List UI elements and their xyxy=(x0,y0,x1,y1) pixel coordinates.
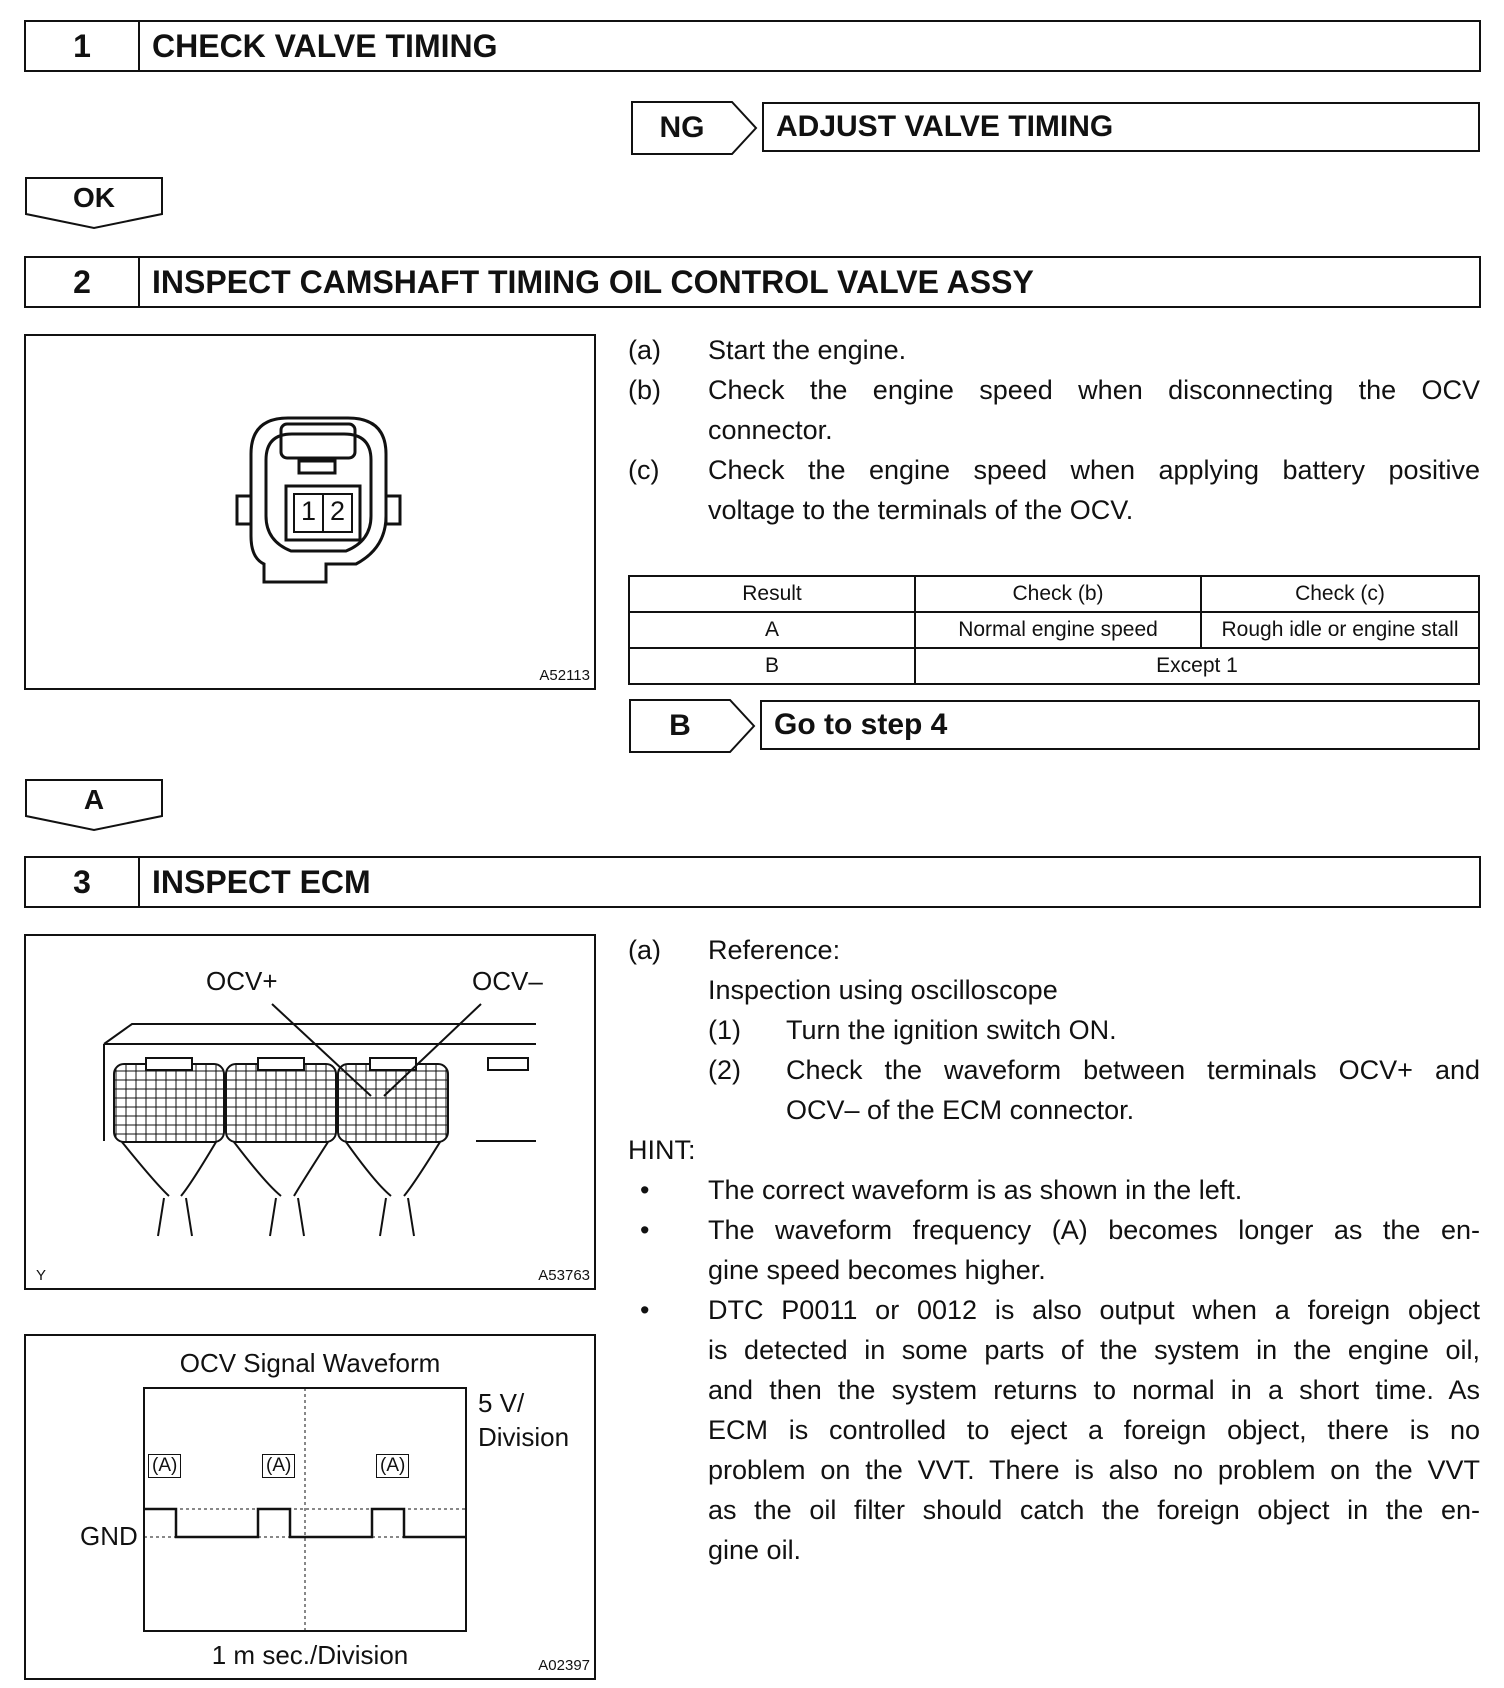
ok-tab-label: OK xyxy=(73,182,115,213)
step-2-header xyxy=(24,256,1481,308)
x-scale-label: 1 m sec./Division xyxy=(211,1640,409,1670)
ocv-connector-figure xyxy=(24,334,596,690)
ecm-connector-figure xyxy=(24,934,596,1290)
table-row xyxy=(629,612,1479,648)
hint-3-line3: and then the system returns to normal in a short time. As xyxy=(708,1375,1480,1405)
hint-label: HINT: xyxy=(628,1135,696,1165)
hint-2-line2: gine speed becomes higher. xyxy=(708,1255,1046,1285)
a-tab-label: A xyxy=(83,784,105,815)
sub-step-1-text: Turn the ignition switch ON. xyxy=(786,1015,1117,1045)
hint-1-line1: The correct waveform is as shown in the left. xyxy=(708,1175,1243,1205)
figure-corner-letter: Y xyxy=(36,1267,47,1284)
reference-subtitle: Inspection using oscilloscope xyxy=(708,975,1058,1005)
b-branch-key: B xyxy=(669,709,691,742)
table-header-row xyxy=(629,576,1479,612)
figure-code: A02397 xyxy=(538,1657,590,1674)
waveform-title: OCV Signal Waveform xyxy=(179,1348,441,1378)
table-row xyxy=(629,648,1479,684)
step-number: 2 xyxy=(26,258,140,306)
result-table xyxy=(628,575,1480,685)
step-3-header xyxy=(24,856,1481,908)
sub-step-2-label: (2) xyxy=(708,1055,741,1085)
instruction-text-c-line1: Check the engine speed when applying battery positive xyxy=(708,455,1480,485)
ng-branch-action: ADJUST VALVE TIMING xyxy=(762,102,1480,152)
ocv-plus-label: OCV+ xyxy=(206,966,278,996)
instruction-text-b-line1: Check the engine speed when disconnecting the OCV xyxy=(708,375,1480,405)
instruction-label-c: (c) xyxy=(628,455,660,485)
ng-branch-key: NG xyxy=(659,111,705,144)
table-cell: Rough idle or engine stall xyxy=(1201,612,1479,648)
table-header-cell: Result xyxy=(629,576,915,612)
instruction-text-a: Start the engine. xyxy=(708,335,907,365)
hint-3-line4: ECM is controlled to eject a foreign object, there is no xyxy=(708,1415,1480,1445)
table-cell: A xyxy=(629,612,915,648)
sub-step-1-label: (1) xyxy=(708,1015,741,1045)
table-header-cell: Check (b) xyxy=(915,576,1201,612)
hint-3-line7: gine oil. xyxy=(708,1535,802,1565)
y-scale-line2: Division xyxy=(478,1422,570,1452)
gnd-label: GND xyxy=(80,1521,138,1551)
hint-3-line2: is detected in some parts of the system in the engine oil, xyxy=(708,1335,1480,1365)
bullet: • xyxy=(640,1215,650,1245)
step-number: 3 xyxy=(26,858,140,906)
sub-step-2-line2: OCV– of the ECM connector. xyxy=(786,1095,1135,1125)
table-header-cell: Check (c) xyxy=(1201,576,1479,612)
step-title: CHECK VALVE TIMING xyxy=(152,27,498,64)
figure-code: A52113 xyxy=(539,667,590,684)
y-scale-line1: 5 V/ xyxy=(478,1388,525,1418)
reference-title: Reference: xyxy=(708,935,841,965)
waveform-figure xyxy=(24,1334,596,1680)
table-cell: Except 1 xyxy=(915,648,1479,684)
hint-3-line5: problem on the VVT. There is also no problem on the VVT xyxy=(708,1455,1480,1485)
waveform-pulse-label: (A) xyxy=(376,1454,409,1478)
reference-label: (a) xyxy=(628,935,661,965)
connector-pin-2: 2 xyxy=(329,496,346,526)
waveform-pulse-label: (A) xyxy=(262,1454,295,1478)
hint-3-line6: as the oil filter should catch the foreign object in the en- xyxy=(708,1495,1480,1525)
instruction-text-c-line2: voltage to the terminals of the OCV. xyxy=(708,495,1134,525)
bullet: • xyxy=(640,1295,650,1325)
step-title: INSPECT CAMSHAFT TIMING OIL CONTROL VALVE ASSY xyxy=(152,263,1034,300)
ocv-minus-label: OCV– xyxy=(472,966,543,996)
bullet: • xyxy=(640,1175,650,1205)
table-cell: Normal engine speed xyxy=(915,612,1201,648)
step-number: 1 xyxy=(26,22,140,70)
b-branch-action: Go to step 4 xyxy=(760,700,1480,750)
waveform-pulse-label: (A) xyxy=(148,1454,181,1478)
figure-code: A53763 xyxy=(538,1267,590,1284)
instruction-text-b-line2: connector. xyxy=(708,415,833,445)
step-1-header xyxy=(24,20,1481,72)
instruction-label-a: (a) xyxy=(628,335,661,365)
connector-pin-1: 1 xyxy=(300,496,317,526)
instruction-label-b: (b) xyxy=(628,375,661,405)
hint-3-line1: DTC P0011 or 0012 is also output when a foreign object xyxy=(708,1295,1480,1325)
sub-step-2-line1: Check the waveform between terminals OCV+ and xyxy=(786,1055,1480,1085)
step-title: INSPECT ECM xyxy=(152,863,371,900)
table-cell: B xyxy=(629,648,915,684)
hint-2-line1: The waveform frequency (A) becomes longer as the en- xyxy=(708,1215,1480,1245)
